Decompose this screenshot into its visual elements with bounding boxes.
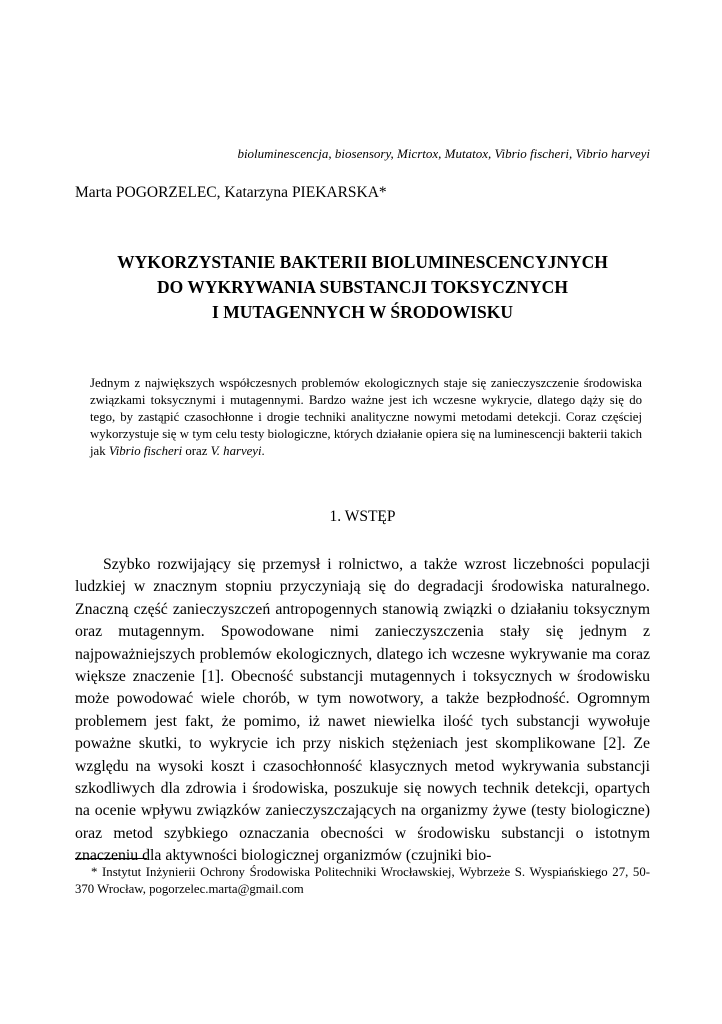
paper-title-line-2: DO WYKRYWANIA SUBSTANCJI TOKSYCZNYCH — [157, 277, 568, 297]
abstract-species-1: Vibrio fischeri — [108, 444, 183, 458]
abstract-text-3: . — [261, 444, 265, 458]
section-heading-wstep: 1. WSTĘP — [329, 508, 396, 525]
paper-title-line-3: I MUTAGENNYCH W ŚRODOWISKU — [212, 302, 513, 322]
abstract-text-1: Jednym z największych współczesnych problemów ekologicznych staje się zanieczyszczenie środowiska związkami toksycznymi i mutagennymi. Bardzo ważne jest ich wczesne wykrycie, dlatego dąży się do tego, by zastąpić czasochłonne i drogie techniki analityczne nowymi metodami detekcji. Coraz częściej wykorzystuje się w tym celu testy biologiczne, których działanie opiera się na luminescencji bakterii takich jak — [90, 376, 642, 458]
paper-title — [75, 250, 650, 325]
paper-title-line-1: WYKORZYSTANIE BAKTERII BIOLUMINESCENCYJNYCH — [117, 252, 608, 272]
authors-line: Marta POGORZELEC, Katarzyna PIEKARSKA* — [75, 184, 387, 201]
footnote: * Instytut Inżynierii Ochrony Środowiska Politechniki Wrocławskiej, Wybrzeże S. Wyspiańskiego 27, 50-370 Wrocław, pogorzelec.marta@gmail.com — [75, 865, 650, 896]
abstract-text-2: oraz — [182, 444, 211, 458]
abstract-species-2: V. harveyi — [210, 444, 262, 458]
keywords-line: bioluminescencja, biosensory, Micrtox, Mutatox, Vibrio fischeri, Vibrio harveyi — [237, 146, 650, 161]
page-content — [75, 0, 650, 868]
abstract — [90, 375, 642, 460]
footnote-rule — [75, 858, 147, 859]
body-paragraph: Szybko rozwijający się przemysł i rolnictwo, a także wzrost liczebności populacji ludzkiej w znacznym stopniu przyczyniają się do degradacji środowiska naturalnego. Znaczną część zanieczyszczeń antropogennych stanowią związki o działaniu toksycznym oraz mutagennym. Spowodowane nimi zanieczyszczenia stały się jednym z najpoważniejszych problemów ekologicznych, dlatego ich wczesne wykrywanie ma coraz większe znaczenie [1]. Obecność substancji mutagennych i toksycznych w środowisku może powodować wiele chorób, w tym nowotwory, a także bezpłodność. Ogromnym problemem jest fakt, że pomimo, iż nawet niewielka ilość tych substancji wywołuje poważne skutki, to wykrycie ich przy niskich stężeniach jest skomplikowane [2]. Ze względu na wysoki koszt i czasochłonność klasycznych metod wykrywania substancji szkodliwych dla zdrowia i środowiska, poszukuje się nowych technik detekcji, opartych na ocenie wpływu związków zanieczyszczających na organizmy żywe (testy biologiczne) oraz metod szybkiego oznaczania obecności w środowisku substancji o istotnym znaczeniu dla aktywności biologicznej organizmów (czujniki bio- — [75, 556, 650, 865]
